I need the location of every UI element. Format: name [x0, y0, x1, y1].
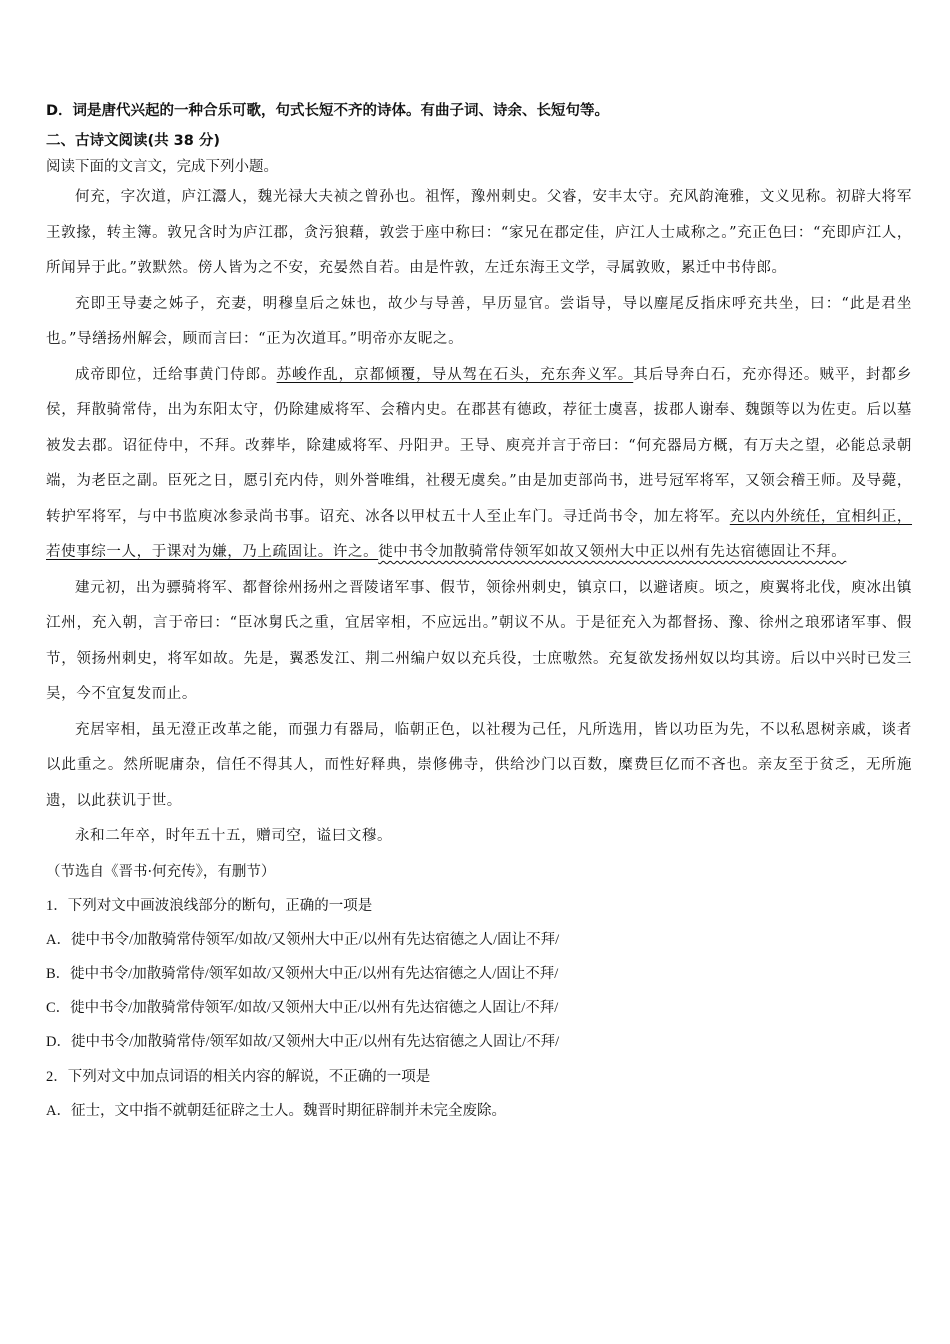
- passage-p3-part-c: 其后导奔白石，充亦得还。贼平，封都乡侯，拜散骑常侍，出为东阳太守，仍除建威将军、会稽内史。在郡甚有德政，荐征士虞喜，拔郡人谢奉、魏顗等以为佐吏。后以墓被发去郡。诏征侍中，不拜。改葬毕，除建威将军、丹阳尹。王导、庾亮并言于帝曰：“何充器局方概，有万夫之望，必能总录朝端，为老臣之副。臣死之日，愿引充内侍，则外誉唯缉，社稷无虞矣。”由是加吏部尚书，进号冠军将军，又领会稽王师。及导薨，转护军将军，与中书监庾冰参录尚书事。诏充、冰各以甲杖五十人至止车门。寻迁尚书令，加左将军。: [46, 366, 912, 525]
- question-2-stem: 2．下列对文中加点词语的相关内容的解说，不正确的一项是: [46, 1068, 431, 1085]
- underlined-sentence-1: 苏峻作乱，京都倾覆，导从驾在石头，充东奔义军。: [276, 366, 634, 383]
- question-1-option-a: A．徙中书令/加散骑常侍领军/如故/又领州大中正/以州有先达宿德之人/固让不拜/: [46, 931, 560, 948]
- classical-passage: [46, 180, 912, 855]
- question-1-option-b: B．徙中书令/加散骑常侍/领军如故/又领州大中正/以州有先达宿德之人/固让不拜/: [46, 965, 559, 982]
- passage-paragraph-4: 建元初，出为骠骑将军、都督徐州扬州之晋陵诸军事、假节，领徐州刺史，镇京口，以避诸庾。顷之，庾翼将北伐，庾冰出镇江州，充入朝，言于帝曰：“臣冰舅氏之重，宜居宰相，不应远出。”朝议不从。于是征充入为都督扬、豫、徐州之琅邪诸军事、假节，领扬州刺史，将军如故。先是，翼悉发江、荆二州编户奴以充兵役，士庶嗷然。充复欲发扬州奴以均其谤。后以中兴时已发三吴，今不宜复发而止。: [46, 579, 912, 702]
- reading-instruction: 阅读下面的文言文，完成下列小题。: [46, 159, 278, 175]
- questions: [46, 889, 912, 1128]
- question-1-option-c: C．徙中书令/加散骑常侍领军/如故/又领州大中正/以州有先达宿德之人固让/不拜/: [46, 1000, 559, 1017]
- underlined-sentence-2: 充以内外统任，宜相纠正，若使事综一人，于课对为嫌，乃上疏固让。许之。: [46, 508, 913, 560]
- passage-paragraph-6: 永和二年卒，时年五十五，赠司空，谥曰文穆。: [75, 828, 393, 844]
- passage-paragraph-3: [46, 358, 912, 571]
- question-2-option-a: A．征士，文中指不就朝廷征辟之士人。魏晋时期征辟制并未完全废除。: [46, 1102, 506, 1119]
- passage-paragraph-5: 充居宰相，虽无澄正改革之能，而强力有器局，临朝正色，以社稷为己任，凡所选用，皆以功臣为先，不以私恩树亲戚，谈者以此重之。然所昵庸杂，信任不得其人，而性好释典，崇修佛寺，供给沙门以百数，糜费巨亿而不吝也。亲友至于贫乏，无所施遗，以此获讥于世。: [46, 721, 912, 809]
- question-1-stem: 1．下列对文中画波浪线部分的断句，正确的一项是: [46, 897, 373, 914]
- passage-p3-part-a: 成帝即位，迁给事黄门侍郎。: [75, 366, 277, 383]
- passage-paragraph-1: 何充，字次道，庐江灊人，魏光禄大夫祯之曾孙也。祖恽，豫州刺史。父睿，安丰太守。充风韵淹雅，文义见称。初辟大将军王敦掾，转主簿。敦兄含时为庐江郡，贪污狼藉，敦尝于座中称曰：“家兄在郡定佳，庐江人士咸称之。”充正色曰：“充即庐江人，所闻异于此。”敦默然。傍人皆为之不安，充晏然自若。由是忤敦，左迁东海王文学，寻属敦败，累迁中书侍郎。: [46, 189, 912, 276]
- passage-paragraph-2: 充即王导妻之姊子，充妻，明穆皇后之妹也，故少与导善，早历显官。尝诣导，导以麈尾反指床呼充共坐，曰：“此是君坐也。”导缮扬州解会，顾而言曰：“正为次道耳。”明帝亦友昵之。: [46, 295, 912, 347]
- section-title: 二、古诗文阅读(共 38 分): [46, 133, 221, 149]
- document-page: [46, 96, 912, 1128]
- wavy-underlined-sentence: 徙中书令加散骑常侍领军如故又领州大中正以州有先达宿德固让不拜。: [378, 544, 847, 560]
- passage-source: （节选自《晋书·何充传》，有删节）: [46, 863, 276, 880]
- option-d-prev-question: D．词是唐代兴起的一种合乐可歌，句式长短不齐的诗体。有曲子词、诗余、长短句等。: [46, 103, 610, 119]
- question-1-option-d: D．徙中书令/加散骑常侍/领军如故/又领州大中正/以州有先达宿德之人固让/不拜/: [46, 1034, 560, 1051]
